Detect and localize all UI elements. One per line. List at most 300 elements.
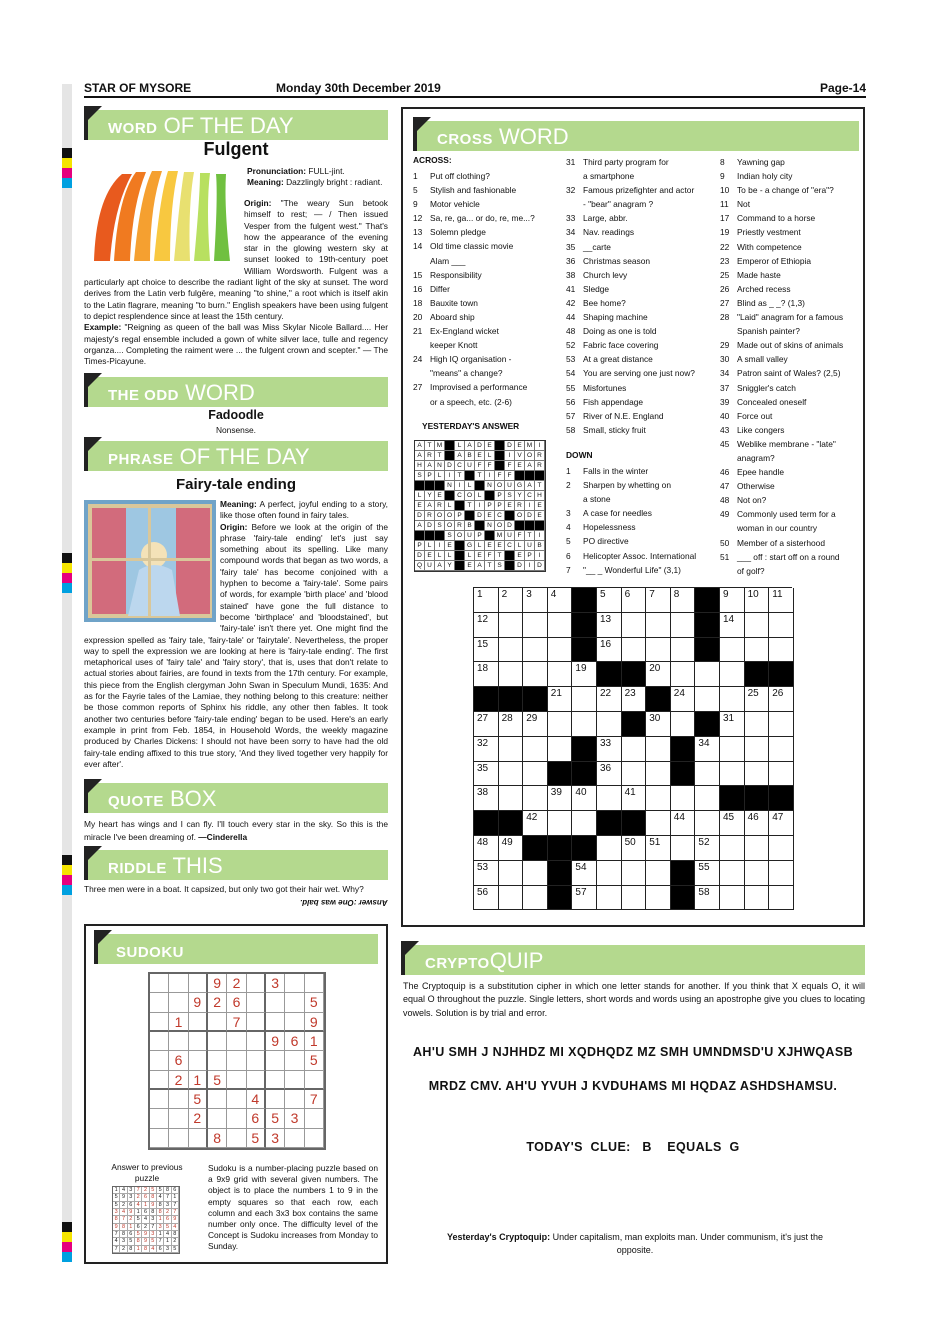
- crossword-clue: 53 At a great distance: [566, 354, 653, 365]
- sudoku-cell[interactable]: 2: [189, 1109, 208, 1128]
- sudoku-cell[interactable]: [305, 1071, 324, 1090]
- yesterday-cell: O: [445, 511, 455, 521]
- crossword-cell[interactable]: [720, 836, 745, 861]
- yesterday-cryptoquip: Yesterday's Cryptoquip: Under capitalism, man exploits man. Under communism, it's just the opposite.: [447, 1232, 823, 1255]
- sudoku-answer-cell: 6: [128, 1231, 135, 1238]
- crossword-clue: 42 Bee home?: [566, 297, 626, 308]
- sudoku-cell[interactable]: [169, 993, 188, 1012]
- sudoku-cell[interactable]: 7: [227, 1013, 246, 1032]
- sudoku-cell[interactable]: [266, 1071, 285, 1090]
- sudoku-cell[interactable]: [266, 1090, 285, 1109]
- crossword-cell[interactable]: 14: [720, 613, 745, 638]
- across-label: ACROSS:: [413, 155, 452, 165]
- crossword-cell[interactable]: [523, 861, 548, 886]
- yesterday-cell: L: [515, 541, 525, 551]
- sudoku-answer-cell: 5: [113, 1194, 120, 1201]
- crossword-cell[interactable]: 49: [499, 836, 524, 861]
- crossword-cell[interactable]: 20: [646, 662, 671, 687]
- crossword-cell[interactable]: [646, 638, 671, 663]
- yesterday-cell: O: [465, 491, 475, 501]
- yesterday-cell: I: [535, 531, 545, 541]
- crossword-cell[interactable]: [597, 861, 622, 886]
- crossword-clue: 58 Small, sticky fruit: [566, 424, 646, 435]
- crossword-cell[interactable]: [769, 638, 794, 663]
- yesterday-cell: [525, 471, 535, 481]
- sudoku-answer-cell: 1: [128, 1224, 135, 1231]
- crossword-cell[interactable]: [720, 861, 745, 886]
- crossword-cell[interactable]: 41: [622, 786, 647, 811]
- crossword-cell[interactable]: [622, 861, 647, 886]
- crossword-cell[interactable]: [671, 786, 696, 811]
- crossword-cell[interactable]: [695, 662, 720, 687]
- crossword-cell[interactable]: [646, 737, 671, 762]
- crossword-cell[interactable]: [499, 737, 524, 762]
- crossword-cell[interactable]: [646, 613, 671, 638]
- crossword-cell[interactable]: [597, 836, 622, 861]
- crossword-cell[interactable]: [499, 762, 524, 787]
- yesterday-cell: [455, 541, 465, 551]
- crossword-cell[interactable]: [745, 638, 770, 663]
- crossword-cell[interactable]: 38: [474, 786, 499, 811]
- sudoku-answer-cell: 8: [120, 1231, 127, 1238]
- sudoku-cell[interactable]: 5: [247, 1129, 266, 1148]
- yesterday-cell: D: [535, 561, 545, 571]
- crossword-cell[interactable]: [572, 712, 597, 737]
- crossword-clue: - "bear" anagram ?: [583, 199, 654, 210]
- yesterday-cell: T: [485, 561, 495, 571]
- crossword-cell[interactable]: [769, 762, 794, 787]
- crossword-cell[interactable]: 54: [572, 861, 597, 886]
- crossword-cell[interactable]: [720, 762, 745, 787]
- crossword-cell[interactable]: 35: [474, 762, 499, 787]
- sudoku-cell[interactable]: [285, 1013, 304, 1032]
- sudoku-cell[interactable]: [150, 974, 169, 993]
- yesterday-cell: N: [435, 461, 445, 471]
- sudoku-cell[interactable]: 6: [285, 1032, 304, 1051]
- sudoku-cell[interactable]: [150, 1129, 169, 1148]
- crossword-cell[interactable]: [523, 886, 548, 911]
- sudoku-cell[interactable]: [285, 1090, 304, 1109]
- sudoku-cell[interactable]: 5: [266, 1109, 285, 1128]
- crossword-clue: 25 Made haste: [720, 269, 781, 280]
- sudoku-answer-cell: 3: [150, 1231, 157, 1238]
- sudoku-cell[interactable]: [305, 1129, 324, 1148]
- sudoku-answer-cell: 3: [128, 1187, 135, 1194]
- crossword-cell[interactable]: [499, 886, 524, 911]
- sudoku-cell[interactable]: [189, 1013, 208, 1032]
- crossword-clue: a smartphone: [583, 171, 635, 182]
- yesterday-cell: E: [465, 561, 475, 571]
- sudoku-cell[interactable]: [305, 1109, 324, 1128]
- yesterday-cell: L: [475, 491, 485, 501]
- sudoku-answer-cell: 8: [150, 1209, 157, 1216]
- crossword-cell[interactable]: [597, 786, 622, 811]
- sudoku-cell[interactable]: 1: [169, 1013, 188, 1032]
- yesterday-cell: T: [455, 471, 465, 481]
- masthead: [84, 80, 866, 98]
- crossword-cell[interactable]: [499, 638, 524, 663]
- crossword-cell[interactable]: 58: [695, 886, 720, 911]
- crossword-cell[interactable]: [769, 613, 794, 638]
- yesterday-cell: G: [465, 541, 475, 551]
- sudoku-answer-cell: 3: [164, 1202, 171, 1209]
- yesterday-cell: T: [435, 451, 445, 461]
- crossword-cell[interactable]: 52: [695, 836, 720, 861]
- crossword-cell[interactable]: [695, 811, 720, 836]
- yesterday-cell: F: [485, 461, 495, 471]
- crossword-cell[interactable]: 8: [671, 588, 696, 613]
- sudoku-cell[interactable]: [266, 1051, 285, 1070]
- sudoku-cell[interactable]: [285, 1051, 304, 1070]
- crossword-cell[interactable]: [646, 811, 671, 836]
- crossword-cell[interactable]: [769, 737, 794, 762]
- sudoku-answer-cell: 5: [135, 1216, 142, 1223]
- sudoku-cell[interactable]: [189, 974, 208, 993]
- crossword-cell[interactable]: 48: [474, 836, 499, 861]
- sudoku-cell[interactable]: 4: [247, 1090, 266, 1109]
- crossword-cell[interactable]: [769, 861, 794, 886]
- sudoku-cell[interactable]: [150, 1051, 169, 1070]
- sudoku-cell[interactable]: [247, 993, 266, 1012]
- sudoku-cell[interactable]: [247, 1051, 266, 1070]
- crossword-clue: 11 Not: [720, 199, 751, 210]
- yesterday-cell: A: [435, 561, 445, 571]
- sudoku-cell[interactable]: 8: [208, 1129, 227, 1148]
- crossword-cell[interactable]: 27: [474, 712, 499, 737]
- crossword-black-cell: [572, 762, 597, 787]
- sudoku-cell[interactable]: 3: [266, 1129, 285, 1148]
- crossword-cell[interactable]: 31: [720, 712, 745, 737]
- yesterday-cell: U: [465, 531, 475, 541]
- crossword-black-cell: [695, 613, 720, 638]
- across-clues-col2: [566, 155, 695, 437]
- yesterday-cell: M: [525, 441, 535, 451]
- page-number: Page-14: [819, 81, 866, 95]
- sudoku-cell[interactable]: 9: [189, 993, 208, 1012]
- crossword-cell[interactable]: 34: [695, 737, 720, 762]
- crossword-cell[interactable]: [745, 836, 770, 861]
- crossword-cell[interactable]: [695, 687, 720, 712]
- crossword-cell[interactable]: 22: [597, 687, 622, 712]
- sudoku-answer-cell: 5: [172, 1246, 179, 1253]
- crossword-cell[interactable]: 7: [646, 588, 671, 613]
- yesterday-cell: [455, 561, 465, 571]
- crossword-cell[interactable]: [622, 762, 647, 787]
- crossword-cell[interactable]: [769, 712, 794, 737]
- crossword-clue: 27 Blind as _ _? (1,3): [720, 297, 805, 308]
- crossword-clue: 20 Aboard ship: [413, 311, 475, 322]
- sudoku-cell[interactable]: 6: [227, 993, 246, 1012]
- yesterday-cell: C: [505, 541, 515, 551]
- crossword-cell[interactable]: [646, 886, 671, 911]
- yesterday-cell: L: [445, 551, 455, 561]
- crossword-clue: 7 "__ _ Wonderful Life" (3,1): [566, 564, 681, 575]
- sudoku-cell[interactable]: [208, 1051, 227, 1070]
- crossword-cell[interactable]: [572, 811, 597, 836]
- crossword-cell[interactable]: [548, 662, 573, 687]
- crossword-cell[interactable]: [671, 836, 696, 861]
- crossword-cell[interactable]: 10: [745, 588, 770, 613]
- crossword-cell[interactable]: 42: [523, 811, 548, 836]
- crossword-cell[interactable]: 19: [572, 662, 597, 687]
- sudoku-cell[interactable]: [227, 1090, 246, 1109]
- sudoku-cell[interactable]: [169, 1032, 188, 1051]
- crossword-cell[interactable]: 26: [769, 687, 794, 712]
- crossword-cell[interactable]: [671, 662, 696, 687]
- crossword-cell[interactable]: 57: [572, 886, 597, 911]
- crossword-black-cell: [720, 786, 745, 811]
- yesterday-cell: [455, 551, 465, 561]
- crossword-cell[interactable]: [597, 886, 622, 911]
- crossword-cell[interactable]: [745, 737, 770, 762]
- crossword-cell[interactable]: [745, 861, 770, 886]
- sudoku-cell[interactable]: 2: [227, 974, 246, 993]
- crossword-cell[interactable]: [720, 737, 745, 762]
- crossword-cell[interactable]: 36: [597, 762, 622, 787]
- crossword-cell[interactable]: 1: [474, 588, 499, 613]
- riddle-answer: Answer :One was bald.: [300, 898, 388, 907]
- yesterday-cell: [505, 511, 515, 521]
- crossword-cell[interactable]: [720, 662, 745, 687]
- crossword-cell[interactable]: 6: [622, 588, 647, 613]
- crossword-cell[interactable]: 44: [671, 811, 696, 836]
- crossword-cell[interactable]: [523, 662, 548, 687]
- sudoku-cell[interactable]: [285, 1071, 304, 1090]
- sudoku-answer-cell: 7: [164, 1194, 171, 1201]
- sudoku-cell[interactable]: 5: [189, 1090, 208, 1109]
- crossword-cell[interactable]: 30: [646, 712, 671, 737]
- crossword-black-cell: [769, 662, 794, 687]
- sudoku-cell[interactable]: [227, 1071, 246, 1090]
- sudoku-cell[interactable]: [169, 1129, 188, 1148]
- sudoku-cell[interactable]: [227, 1051, 246, 1070]
- sudoku-cell[interactable]: [247, 1013, 266, 1032]
- sudoku-cell[interactable]: 5: [208, 1071, 227, 1090]
- crossword-cell[interactable]: [695, 762, 720, 787]
- yesterday-cell: A: [415, 441, 425, 451]
- crossword-cell[interactable]: 32: [474, 737, 499, 762]
- crossword-clue: 37 Sniggler's catch: [720, 382, 796, 393]
- sudoku-cell[interactable]: 6: [169, 1051, 188, 1070]
- sudoku-answer-cell: 7: [150, 1224, 157, 1231]
- sudoku-cell[interactable]: 2: [169, 1071, 188, 1090]
- crossword-cell[interactable]: 23: [622, 687, 647, 712]
- crossword-cell[interactable]: 28: [499, 712, 524, 737]
- sudoku-cell[interactable]: [189, 1129, 208, 1148]
- sudoku-cell[interactable]: 1: [305, 1032, 324, 1051]
- crossword-cell[interactable]: 46: [745, 811, 770, 836]
- sudoku-cell[interactable]: [247, 1032, 266, 1051]
- crossword-cell[interactable]: [622, 638, 647, 663]
- crossword-cell[interactable]: [622, 737, 647, 762]
- crossword-cell[interactable]: [622, 613, 647, 638]
- crossword-cell[interactable]: [720, 886, 745, 911]
- sudoku-cell[interactable]: [150, 1071, 169, 1090]
- yesterday-cell: O: [495, 521, 505, 531]
- crossword-cell[interactable]: [572, 687, 597, 712]
- sudoku-cell[interactable]: [150, 1013, 169, 1032]
- sudoku-cell[interactable]: 6: [247, 1109, 266, 1128]
- crossword-cell[interactable]: 50: [622, 836, 647, 861]
- crossword-clue: 23 Emperor of Ethiopia: [720, 255, 812, 266]
- crossword-cell[interactable]: [548, 638, 573, 663]
- yesterday-cell: S: [415, 471, 425, 481]
- crossword-cell[interactable]: 3: [523, 588, 548, 613]
- sudoku-cell[interactable]: [150, 993, 169, 1012]
- crossword-cell[interactable]: [671, 712, 696, 737]
- crossword-cell[interactable]: [671, 613, 696, 638]
- crossword-cell[interactable]: 33: [597, 737, 622, 762]
- crossword-clue: 26 Arched recess: [720, 283, 791, 294]
- sudoku-cell[interactable]: 7: [305, 1090, 324, 1109]
- sudoku-cell[interactable]: [247, 974, 266, 993]
- crossword-cell[interactable]: [769, 836, 794, 861]
- sudoku-cell[interactable]: [169, 974, 188, 993]
- sudoku-cell[interactable]: [208, 1109, 227, 1128]
- sudoku-cell[interactable]: [305, 974, 324, 993]
- sudoku-cell[interactable]: [227, 1109, 246, 1128]
- sudoku-cell[interactable]: [208, 1032, 227, 1051]
- sudoku-cell[interactable]: [150, 1109, 169, 1128]
- crossword-cell[interactable]: 45: [720, 811, 745, 836]
- crossword-cell[interactable]: 56: [474, 886, 499, 911]
- sudoku-cell[interactable]: 3: [266, 974, 285, 993]
- crossword-cell[interactable]: 53: [474, 861, 499, 886]
- crossword-cell[interactable]: [745, 762, 770, 787]
- crossword-cell[interactable]: [646, 762, 671, 787]
- crossword-cell[interactable]: [523, 786, 548, 811]
- crossword-cell[interactable]: 55: [695, 861, 720, 886]
- crossword-cell[interactable]: 51: [646, 836, 671, 861]
- crossword-cell[interactable]: 13: [597, 613, 622, 638]
- sudoku-cell[interactable]: [285, 1129, 304, 1148]
- sudoku-cell[interactable]: [208, 1013, 227, 1032]
- yesterday-cell: [495, 451, 505, 461]
- crossword-cell[interactable]: [671, 638, 696, 663]
- sudoku-answer-cell: 4: [164, 1231, 171, 1238]
- crossword-cell[interactable]: [548, 811, 573, 836]
- sudoku-cell[interactable]: 3: [285, 1109, 304, 1128]
- crossword-cell[interactable]: [523, 613, 548, 638]
- crossword-clue: 34 Patron saint of Wales? (2,5): [720, 368, 841, 379]
- sudoku-cell[interactable]: [227, 1032, 246, 1051]
- crossword-cell[interactable]: 18: [474, 662, 499, 687]
- sudoku-cell[interactable]: 9: [266, 1032, 285, 1051]
- crossword-clue: 40 Force out: [720, 410, 773, 421]
- crossword-cell[interactable]: 9: [720, 588, 745, 613]
- sudoku-cell[interactable]: [266, 1013, 285, 1032]
- crossword-cell[interactable]: [523, 737, 548, 762]
- crossword-cell[interactable]: [548, 712, 573, 737]
- crossword-cell[interactable]: [646, 861, 671, 886]
- crossword-cell[interactable]: 5: [597, 588, 622, 613]
- sudoku-cell[interactable]: 9: [305, 1013, 324, 1032]
- crossword-cell[interactable]: [720, 638, 745, 663]
- crossword-clue: 8 Yawning gap: [720, 157, 785, 167]
- sudoku-cell[interactable]: [169, 1109, 188, 1128]
- crossword-cell[interactable]: 2: [499, 588, 524, 613]
- crossword-clue: 10 To be - a change of "era"?: [720, 185, 834, 196]
- yesterday-cell: S: [435, 521, 445, 531]
- crossword-cell[interactable]: [499, 613, 524, 638]
- sudoku-answer-cell: 3: [113, 1209, 120, 1216]
- sudoku-cell[interactable]: [266, 993, 285, 1012]
- crossword-cell[interactable]: 29: [523, 712, 548, 737]
- crossword-cell[interactable]: 21: [548, 687, 573, 712]
- crossword-cell[interactable]: [523, 762, 548, 787]
- crossword-clue: 43 Like congers: [720, 424, 785, 435]
- crossword-cell[interactable]: [499, 662, 524, 687]
- crossword-cell[interactable]: [622, 886, 647, 911]
- yesterday-cell: R: [435, 501, 445, 511]
- crossword-header: CROSS WORD: [413, 121, 859, 151]
- cryptoquip-line-2: MRDZ CMV. AH'U YVUH J KVDUHAMS MI HQDAZ ASHDSHAMSU.: [428, 1079, 838, 1093]
- crossword-cell[interactable]: 40: [572, 786, 597, 811]
- crossword-cell[interactable]: [548, 613, 573, 638]
- sudoku-cell[interactable]: [150, 1032, 169, 1051]
- crossword-black-cell: [572, 638, 597, 663]
- crossword-cell[interactable]: [499, 786, 524, 811]
- crossword-cell[interactable]: [499, 861, 524, 886]
- crossword-cell[interactable]: [695, 786, 720, 811]
- sudoku-cell[interactable]: 5: [305, 1051, 324, 1070]
- crossword-cell[interactable]: [523, 638, 548, 663]
- crossword-cell[interactable]: 16: [597, 638, 622, 663]
- crossword-clue: 38 Church levy: [566, 269, 628, 280]
- sudoku-cell[interactable]: [227, 1129, 246, 1148]
- sudoku-cell[interactable]: [208, 1090, 227, 1109]
- sudoku-cell[interactable]: [150, 1090, 169, 1109]
- crossword-cell[interactable]: [646, 786, 671, 811]
- sudoku-cell[interactable]: [285, 993, 304, 1012]
- crossword-cell[interactable]: 47: [769, 811, 794, 836]
- sudoku-cell[interactable]: [247, 1071, 266, 1090]
- crossword-cell[interactable]: [745, 613, 770, 638]
- yesterday-cell: I: [535, 441, 545, 451]
- crossword-cell[interactable]: 15: [474, 638, 499, 663]
- crossword-cell[interactable]: 11: [769, 588, 794, 613]
- crossword-cell[interactable]: 39: [548, 786, 573, 811]
- yesterday-cell: E: [515, 461, 525, 471]
- crossword-cell[interactable]: [745, 712, 770, 737]
- crossword-black-cell: [695, 638, 720, 663]
- crossword-cell[interactable]: 4: [548, 588, 573, 613]
- sudoku-cell[interactable]: 1: [189, 1071, 208, 1090]
- sudoku-cell[interactable]: 5: [305, 993, 324, 1012]
- yesterday-cell: F: [515, 531, 525, 541]
- sudoku-cell[interactable]: [189, 1051, 208, 1070]
- yesterday-cell: Y: [445, 561, 455, 571]
- crossword-cell[interactable]: 25: [745, 687, 770, 712]
- crossword-cell[interactable]: [548, 737, 573, 762]
- sudoku-cell[interactable]: [285, 974, 304, 993]
- crossword-black-cell: [499, 687, 524, 712]
- crossword-cell[interactable]: [720, 687, 745, 712]
- sudoku-answer-cell: 2: [120, 1202, 127, 1209]
- sudoku-cell[interactable]: [169, 1090, 188, 1109]
- crossword-cell[interactable]: 12: [474, 613, 499, 638]
- sudoku-cell[interactable]: 2: [208, 993, 227, 1012]
- crossword-cell[interactable]: [597, 712, 622, 737]
- crossword-cell[interactable]: [745, 886, 770, 911]
- crossword-cell[interactable]: 24: [671, 687, 696, 712]
- crossword-clue: 54 You are serving one just now?: [566, 368, 695, 379]
- yesterday-cell: R: [535, 451, 545, 461]
- sudoku-cell[interactable]: 9: [208, 974, 227, 993]
- sudoku-cell[interactable]: [189, 1032, 208, 1051]
- crossword-cell[interactable]: [769, 886, 794, 911]
- crossword-clue: 13 Solemn pledge: [413, 227, 486, 238]
